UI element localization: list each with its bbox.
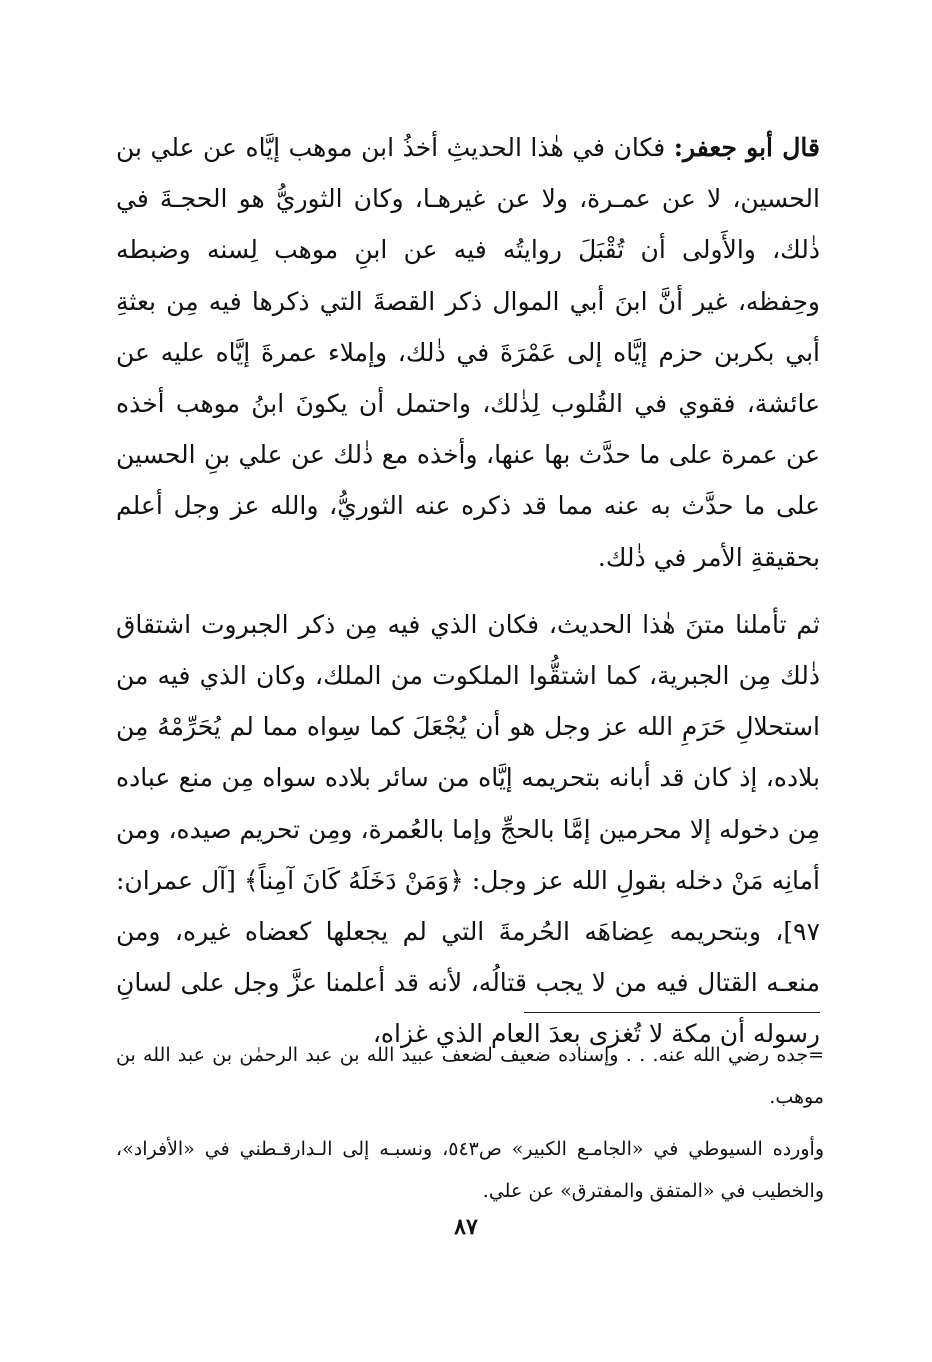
paragraph-2-text: ثم تأملنا متنَ هٰذا الحديث، فكان الذي فيه مِن ذكر الجبروت اشتقاق ذٰلك مِن الجبرية، كما اشتقُّوا الملكوت من الملك، وكان الذي فيه من استحلالِ حَرَمِ الله عز وجل هو أن يُجْعَلَ كما سِواه مما لم يُحَرِّمْهُ مِن بلاده، إذ كان قد أبانه بتحريمه إيَّاه من سائر بلاده سواه مِن منع عباده مِن دخوله إلا محرمين إمَّا بالحجِّ وإما بالعُمرة، ومِن تحريم صيده، ومن أمانِه مَنْ دخله بقولِ الله عز وجل: ﴿وَمَنْ دَخَلَهُ كَانَ آمِناً﴾ [آل عمران: ٩٧]، وبتحريمه عِضاهَه الحُرمةَ التي لم يجعلها كعضاه غيره، ومن منعـه القتال فيه من لا يجب قتالُه، لأنه قد أعلمنا عزَّ وجل على لسانِ رسوله أن مكة لا تُغزى بعدَ العام الذي غزاه، bbox=[116, 609, 820, 1049]
footnotes bbox=[116, 1034, 824, 1212]
footnote-divider bbox=[524, 1012, 820, 1013]
footnote-1: =جده رضي الله عنه. . . وإسناده ضعيف لضعف عبيد الله بن عبد الرحمٰن بن عبد الله بن موهب. bbox=[116, 1044, 824, 1108]
paragraph-1 bbox=[116, 122, 820, 583]
page-number: ٨٧ bbox=[454, 1214, 478, 1240]
paragraph-2 bbox=[116, 599, 820, 1060]
main-text bbox=[116, 122, 820, 1060]
paragraph-1-text: فكان في هٰذا الحديثِ أخذُ ابن موهب إيَّاه عن علي بن الحسين، لا عن عمـرة، ولا عن غيرهـا، وكان الثوريُّ هو الحجـةَ في ذٰلك، والأَولى أن تُقْبَلَ روايتُه فيه عن ابنِ موهب لِسنه وضبطه وحِفظه، غير أنَّ ابنَ أبي الموال ذكر القصةَ التي ذكرها فيه مِن بعثةِ أبي بكربن حزم إيَّاه إلى عَمْرَةَ في ذٰلك، وإملاء عمرةَ إيَّاه عليه عن عائشة، فقوي في القُلوب لِذٰلك، واحتمل أن يكونَ ابنُ موهب أخذه عن عمرة على ما حدَّث بها عنها، وأخذه مع ذٰلك عن علي بنِ الحسين على ما حدَّث به عنه مما قد ذكره عنه الثوريُّ، والله عز وجل أعلم بحقيقةِ الأمر في ذٰلك. bbox=[116, 133, 820, 572]
footnote-2: وأورده السيوطي في «الجامـع الكبير» ص٥٤٣، ونسبـه إلى الـدارقـطني في «الأفراد»، والخطيب في «المتفق والمفترق» عن علي. bbox=[116, 1138, 824, 1202]
paragraph-lead: قال أبو جعفر: bbox=[673, 133, 820, 162]
